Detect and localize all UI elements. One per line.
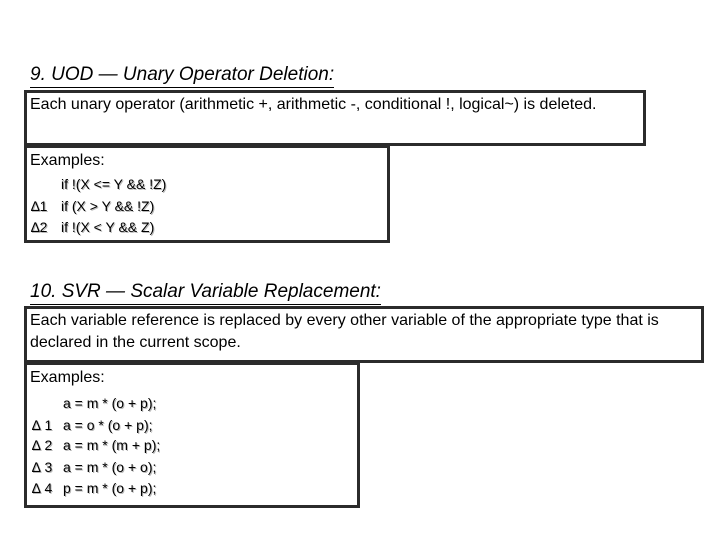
svr-original-code: a = m * (o + p);	[63, 395, 157, 411]
svr-examples-label: Examples:	[30, 369, 105, 386]
svr-mutant-code: p = m * (o + p);	[63, 480, 157, 496]
uod-examples-label: Examples:	[30, 152, 105, 169]
uod-heading	[30, 65, 334, 84]
uod-description: Each unary operator (arithmetic +, arithmetic -, conditional !, logical~) is deleted.	[30, 96, 597, 113]
svr-heading-underline	[30, 304, 381, 305]
svr-mutant-label: ∆ 3	[32, 459, 53, 475]
svr-mutant-code: a = m * (o + o);	[63, 459, 157, 475]
svr-heading	[30, 282, 381, 301]
svr-mutant-label: ∆ 1	[32, 417, 53, 433]
uod-mutant-code: if (X > Y && !Z)	[61, 198, 155, 214]
uod-mutant-label: ∆1	[31, 198, 48, 214]
uod-heading-underline	[30, 87, 334, 88]
uod-heading-text: 9. UOD — Unary Operator Deletion:	[30, 64, 335, 85]
svr-description-box	[24, 306, 704, 363]
uod-mutant-code: if !(X < Y && Z)	[61, 219, 155, 235]
uod-description-box	[24, 90, 646, 146]
svr-mutant-code: a = o * (o + p);	[63, 417, 153, 433]
uod-original-code: if !(X <= Y && !Z)	[61, 176, 167, 192]
svr-heading-text: 10. SVR — Scalar Variable Replacement:	[30, 281, 381, 302]
svr-mutant-label: ∆ 4	[32, 480, 53, 496]
svr-description: Each variable reference is replaced by every other variable of the appropriate type that is declared in the current scope.	[30, 312, 659, 352]
svr-mutant-code: a = m * (m + p);	[63, 437, 161, 453]
svr-mutant-label: ∆ 2	[32, 437, 53, 453]
uod-mutant-label: ∆2	[31, 219, 48, 235]
